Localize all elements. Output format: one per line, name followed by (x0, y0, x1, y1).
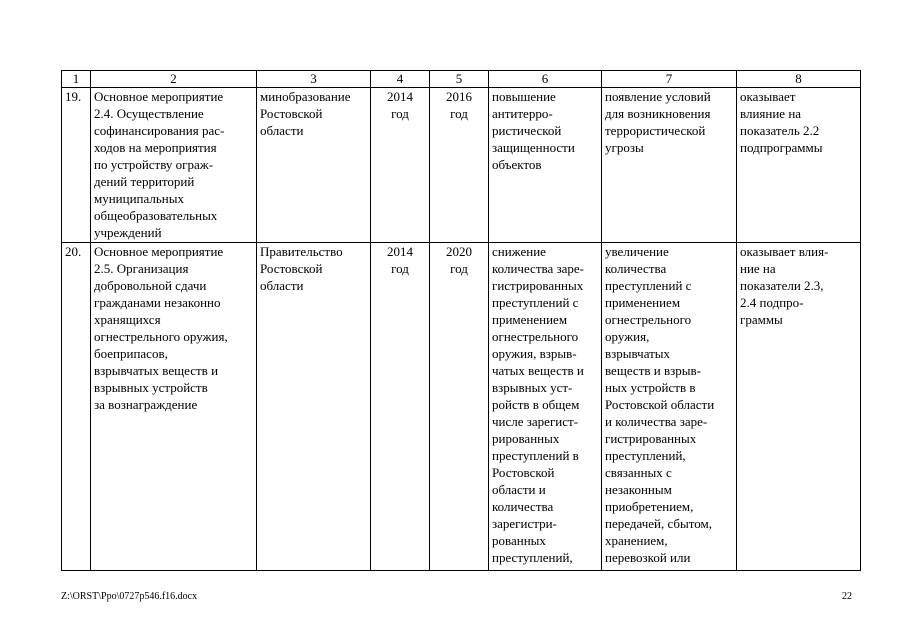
executor: Правительство Ростовской области (257, 243, 371, 571)
column-number: 1 (62, 71, 91, 88)
start-year: 2014 год (371, 88, 430, 243)
column-number: 5 (430, 71, 489, 88)
column-number: 3 (257, 71, 371, 88)
non-implementation-consequences: появление условий для возникновения террористической угрозы (602, 88, 737, 243)
expected-result: снижение количества заре- гистрированных преступлений с применением огнестрельного оружия, взрыв- чатых веществ и взрывных уст- ройств в общем числе зарегист- рированных преступлений в Ростовской области и количества зарегистри- рованных преступлений, (489, 243, 602, 571)
table-row (62, 243, 861, 571)
non-implementation-consequences: увеличение количества преступлений с применением огнестрельного оружия, взрывчатых веществ и взрыв- ных устройств в Ростовской области и количества заре- гистрированных преступлений, связанных с незаконным приобретением, передачей, сбытом, хранением, перевозкой или (602, 243, 737, 571)
page-number: 22 (842, 591, 852, 602)
row-number: 20. (62, 243, 91, 571)
event-name: Основное мероприятие 2.5. Организация добровольной сдачи гражданами незаконно хранящихся огнестрельного оружия, боеприпасов, взрывчатых веществ и взрывных устройств за вознаграждение (91, 243, 257, 571)
end-year: 2020 год (430, 243, 489, 571)
column-number: 7 (602, 71, 737, 88)
file-path: Z:\ORST\Ppo\0727p546.f16.docx (61, 591, 198, 602)
executor: минобразование Ростовской области (257, 88, 371, 243)
indicator-link: оказывает влияние на показатель 2.2 подпрограммы (737, 88, 861, 243)
column-number: 4 (371, 71, 430, 88)
row-number: 19. (62, 88, 91, 243)
column-number: 2 (91, 71, 257, 88)
end-year: 2016 год (430, 88, 489, 243)
column-number: 6 (489, 71, 602, 88)
measures-table (61, 70, 861, 571)
event-name: Основное мероприятие 2.4. Осуществление софинансирования рас- ходов на мероприятия по устройству ограж- дений территорий муниципальных общеобразовательных учреждений (91, 88, 257, 243)
table-row (62, 88, 861, 243)
column-number: 8 (737, 71, 861, 88)
column-number-row (62, 71, 861, 88)
indicator-link: оказывает влия- ние на показатели 2.3, 2.4 подпро- граммы (737, 243, 861, 571)
start-year: 2014 год (371, 243, 430, 571)
expected-result: повышение антитерро- ристической защищенности объектов (489, 88, 602, 243)
